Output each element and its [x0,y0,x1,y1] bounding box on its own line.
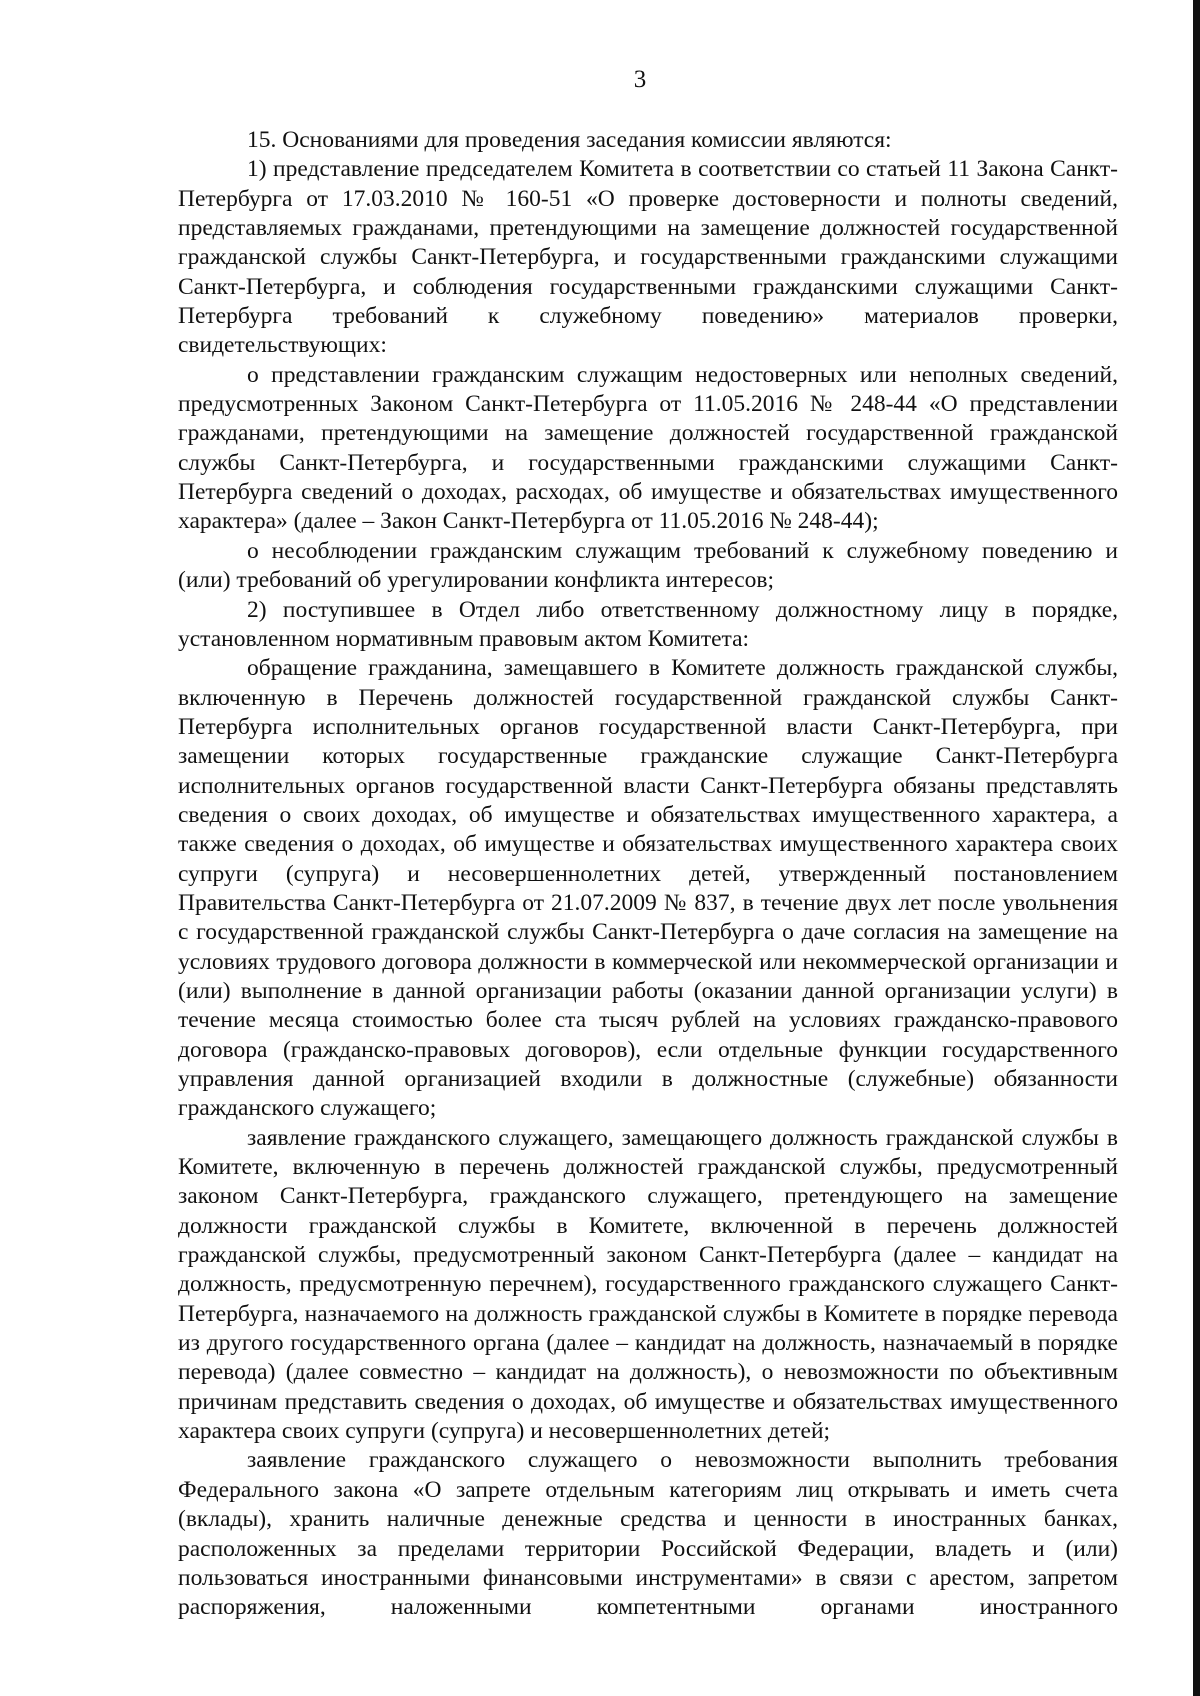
paragraph-item-1: 1) представление председателем Комитета в соответствии со статьей 11 Закона Санкт-Петербурга от 17.03.2010 № 160-51 «О проверке достоверности и полноты сведений, представляемых гражданами, претендующими на замещение должностей государственной гражданской службы Санкт-Петербурга, и государственными гражданскими служащими Санкт-Петербурга, и соблюдения государственными гражданскими служащими Санкт-Петербурга требований к служебному поведению» материалов проверки, свидетельствующих: [178,156,1118,359]
paragraph-false-information: о представлении гражданским служащим недостоверных или неполных сведений, предусмотренных Законом Санкт-Петербурга от 11.05.2016 № 248-44 «О представлении гражданами, претендующими на замещение должностей государственной гражданской службы Санкт-Петербурга, и государственными гражданскими служащими Санкт-Петербурга сведений о доходах, расходах, об имуществе и обязательствах имущественного характера» (далее – Закон Санкт-Петербурга от 11.05.2016 № 248-44); [178,361,1118,535]
paragraph-servant-statement: заявление гражданского служащего, замещающего должность гражданской службы в Комитете, включенную в перечень должностей гражданской службы, предусмотренный законом Санкт-Петербурга, гражданского служащего, претендующего на замещение должности гражданской службы в Комитете, включенной в перечень должностей гражданской службы, предусмотренный законом Санкт-Петербурга (далее – кандидат на должность, предусмотренную перечнем), государственного гражданского служащего Санкт-Петербурга, назначаемого на должность гражданской службы в Комитете в порядке перевода из другого государственного органа (далее – кандидат на должность, назначаемый в порядке перевода) (далее совместно – кандидат на должность), о невозможности по объективным причинам представить сведения о доходах, об имуществе и обязательствах имущественного характера своих супруги (супруга) и несовершеннолетних детей; [178,1124,1118,1445]
paragraph-item-2: 2) поступившее в Отдел либо ответственному должностному лицу в порядке, установленном нормативным правовым актом Комитета: [178,596,1118,652]
scan-edge [1193,0,1200,1696]
paragraph-grounds-heading: 15. Основаниями для проведения заседания комиссии являются: [247,127,892,153]
paragraph-citizen-appeal: обращение гражданина, замещавшего в Комитете должность гражданской службы, включенную в Перечень должностей государственной гражданской службы Санкт-Петербурга исполнительных органов государственной власти Санкт-Петербурга, при замещении которых государственные гражданские служащие Санкт-Петербурга исполнительных органов государственной власти Санкт-Петербурга обязаны представлять сведения о своих доходах, об имуществе и обязательствах имущественного характера, а также сведения о доходах, об имуществе и обязательствах имущественного характера своих супруги (супруга) и несовершеннолетних детей, утвержденный постановлением Правительства Санкт-Петербурга от 21.07.2009 № 837, в течение двух лет после увольнения с государственной гражданской службы Санкт-Петербурга о даче согласия на замещение на условиях трудового договора должности в коммерческой или некоммерческой организации и (или) выполнение в данной организации работы (оказании данной организации услуги) в течение месяца стоимостью более ста тысяч рублей на условиях гражданско-правового договора (гражданско-правовых договоров), если отдельные функции государственного управления данной организацией входили в должностные (служебные) обязанности гражданского служащего; [178,655,1118,1122]
document-body [178,126,1118,1623]
paragraph-foreign-banks-statement: заявление гражданского служащего о невозможности выполнить требования Федерального закона «О запрете отдельным категориям лиц открывать и иметь счета (вклады), хранить наличные денежные средства и ценности в иностранных банках, расположенных за пределами территории Российской Федерации, владеть и (или) пользоваться иностранными финансовыми инструментами» в связи с арестом, запретом распоряжения, наложенными компетентными органами иностранного [178,1447,1118,1621]
paragraph-conduct-violation: о несоблюдении гражданским служащим требований к служебному поведению и (или) требований об урегулировании конфликта интересов; [178,537,1118,594]
page-number: 3 [633,66,647,93]
